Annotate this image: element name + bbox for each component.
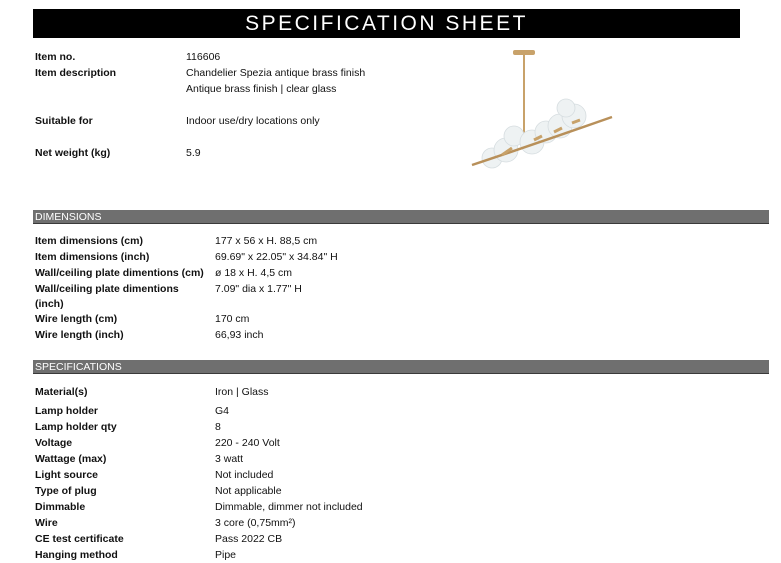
spec-value: Not applicable [215, 485, 282, 497]
spec-label: Lamp holder qty [35, 421, 117, 433]
item-description-line-1: Chandelier Spezia antique brass finish [186, 67, 366, 79]
net-weight-value: 5.9 [186, 147, 201, 159]
spec-label: Lamp holder [35, 405, 99, 417]
spec-label: Wattage (max) [35, 453, 107, 465]
dimensions-section-bar: DIMENSIONS [33, 210, 769, 224]
dimension-label: Item dimensions (inch) [35, 251, 150, 263]
spec-label: Dimmable [35, 501, 86, 513]
net-weight-label: Net weight (kg) [35, 147, 111, 159]
spec-label: Type of plug [35, 485, 97, 497]
spec-label: Light source [35, 469, 99, 481]
dimension-value: 170 cm [215, 313, 250, 325]
dimension-label: Wall/ceiling plate dimentions [35, 283, 179, 295]
spec-label: Material(s) [35, 386, 88, 398]
dimension-label: Item dimensions (cm) [35, 235, 143, 247]
dimension-label: Wall/ceiling plate dimentions (cm) [35, 267, 204, 279]
spec-value: 3 watt [215, 453, 244, 465]
spec-label: Hanging method [35, 549, 118, 561]
dimension-value: 69.69" x 22.05" x 34.84" H [215, 251, 338, 263]
suitable-for-label: Suitable for [35, 115, 93, 127]
spec-value: G4 [215, 405, 230, 417]
item-no-label: Item no. [35, 51, 76, 63]
spec-value: Dimmable, dimmer not included [215, 501, 363, 513]
specifications-section-bar: SPECIFICATIONS [33, 360, 769, 374]
spec-label: Voltage [35, 437, 73, 449]
spec-label: Wire [35, 517, 58, 529]
spec-label: CE test certificate [35, 533, 124, 545]
dimension-label-continuation: (inch) [35, 298, 64, 310]
dimension-label: Wire length (inch) [35, 329, 124, 341]
dimension-value: 7.09" dia x 1.77" H [215, 283, 302, 295]
spec-value: Pipe [215, 549, 237, 561]
item-description-line-2: Antique brass finish | clear glass [186, 83, 337, 95]
spec-value: Not included [215, 469, 274, 481]
item-no-value: 116606 [186, 51, 221, 63]
spec-value: 220 - 240 Volt [215, 437, 280, 449]
dimension-value: 177 x 56 x H. 88,5 cm [215, 235, 318, 247]
dimension-label: Wire length (cm) [35, 313, 118, 325]
spec-value: Iron | Glass [215, 386, 269, 398]
suitable-for-value: Indoor use/dry locations only [186, 115, 320, 127]
chandelier-product-image [462, 40, 622, 180]
ceiling-plate [513, 50, 535, 55]
spec-value: Pass 2022 CB [215, 533, 283, 545]
dimension-value: 66,93 inch [215, 329, 264, 341]
item-description-label: Item description [35, 67, 117, 79]
spec-value: 3 core (0,75mm²) [215, 517, 296, 529]
spec-sheet-header: SPECIFICATION SHEET [33, 9, 740, 38]
spec-value: 8 [215, 421, 221, 433]
dimension-value: ø 18 x H. 4,5 cm [215, 267, 293, 279]
